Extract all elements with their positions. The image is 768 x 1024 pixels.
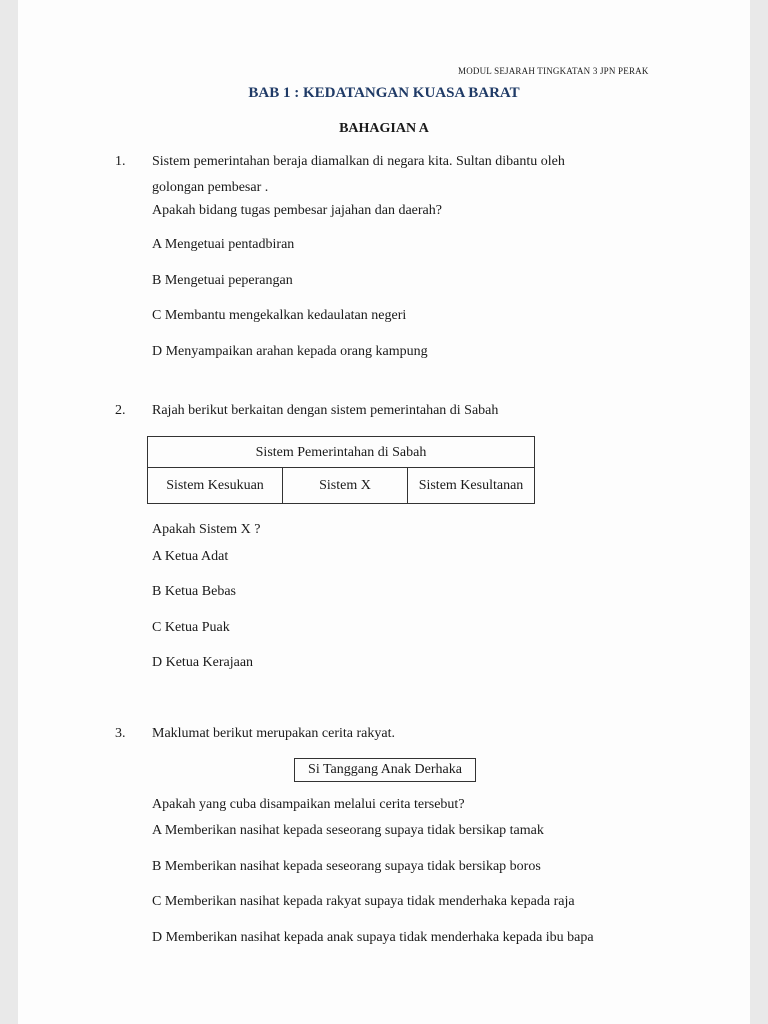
q1-option-d[interactable]: D Menyampaikan arahan kepada orang kampung	[152, 344, 428, 359]
q3-question: Apakah yang cuba disampaikan melalui cerita tersebut?	[152, 797, 465, 812]
section-title: BAHAGIAN A	[339, 121, 429, 136]
document-page	[18, 0, 750, 1024]
q2-option-d[interactable]: D Ketua Kerajaan	[152, 655, 254, 670]
q2-number: 2.	[115, 403, 126, 418]
q2-table-cell-kesultanan: Sistem Kesultanan	[418, 478, 524, 493]
q2-option-b[interactable]: B Ketua Bebas	[152, 584, 236, 599]
q1-stem-line1: Sistem pemerintahan beraja diamalkan di negara kita. Sultan dibantu oleh	[152, 154, 565, 169]
q3-stem: Maklumat berikut merupakan cerita rakyat.	[152, 726, 395, 741]
q1-option-c[interactable]: C Membantu mengekalkan kedaulatan negeri	[152, 308, 407, 323]
chapter-title: BAB 1 : KEDATANGAN KUASA BARAT	[248, 85, 520, 101]
q2-question: Apakah Sistem X ?	[152, 522, 261, 537]
q3-option-d[interactable]: D Memberikan nasihat kepada anak supaya tidak menderhaka kepada ibu bapa	[152, 930, 594, 945]
q2-table-cell-kesukuan: Sistem Kesukuan	[148, 468, 283, 503]
q3-option-a[interactable]: A Memberikan nasihat kepada seseorang supaya tidak bersikap tamak	[152, 823, 544, 838]
module-header: MODUL SEJARAH TINGKATAN 3 JPN PERAK	[458, 66, 649, 76]
q1-option-a[interactable]: A Mengetuai pentadbiran	[152, 237, 295, 252]
q2-table-header: Sistem Pemerintahan di Sabah	[148, 437, 534, 468]
q2-table-cell-x: Sistem X	[283, 468, 408, 503]
q2-diagram-table	[147, 436, 535, 504]
q3-number: 3.	[115, 726, 126, 741]
q2-option-c[interactable]: C Ketua Puak	[152, 620, 230, 635]
q3-option-b[interactable]: B Memberikan nasihat kepada seseorang supaya tidak bersikap boros	[152, 859, 541, 874]
q1-option-b[interactable]: B Mengetuai peperangan	[152, 273, 293, 288]
q2-stem: Rajah berikut berkaitan dengan sistem pemerintahan di Sabah	[152, 403, 499, 418]
q1-stem-line2: golongan pembesar .	[152, 180, 269, 195]
q3-option-c[interactable]: C Memberikan nasihat kepada rakyat supaya tidak menderhaka kepada raja	[152, 894, 575, 909]
q3-story-box: Si Tanggang Anak Derhaka	[294, 758, 476, 782]
q1-number: 1.	[115, 154, 126, 169]
q1-question: Apakah bidang tugas pembesar jajahan dan daerah?	[152, 203, 442, 218]
q2-option-a[interactable]: A Ketua Adat	[152, 549, 229, 564]
